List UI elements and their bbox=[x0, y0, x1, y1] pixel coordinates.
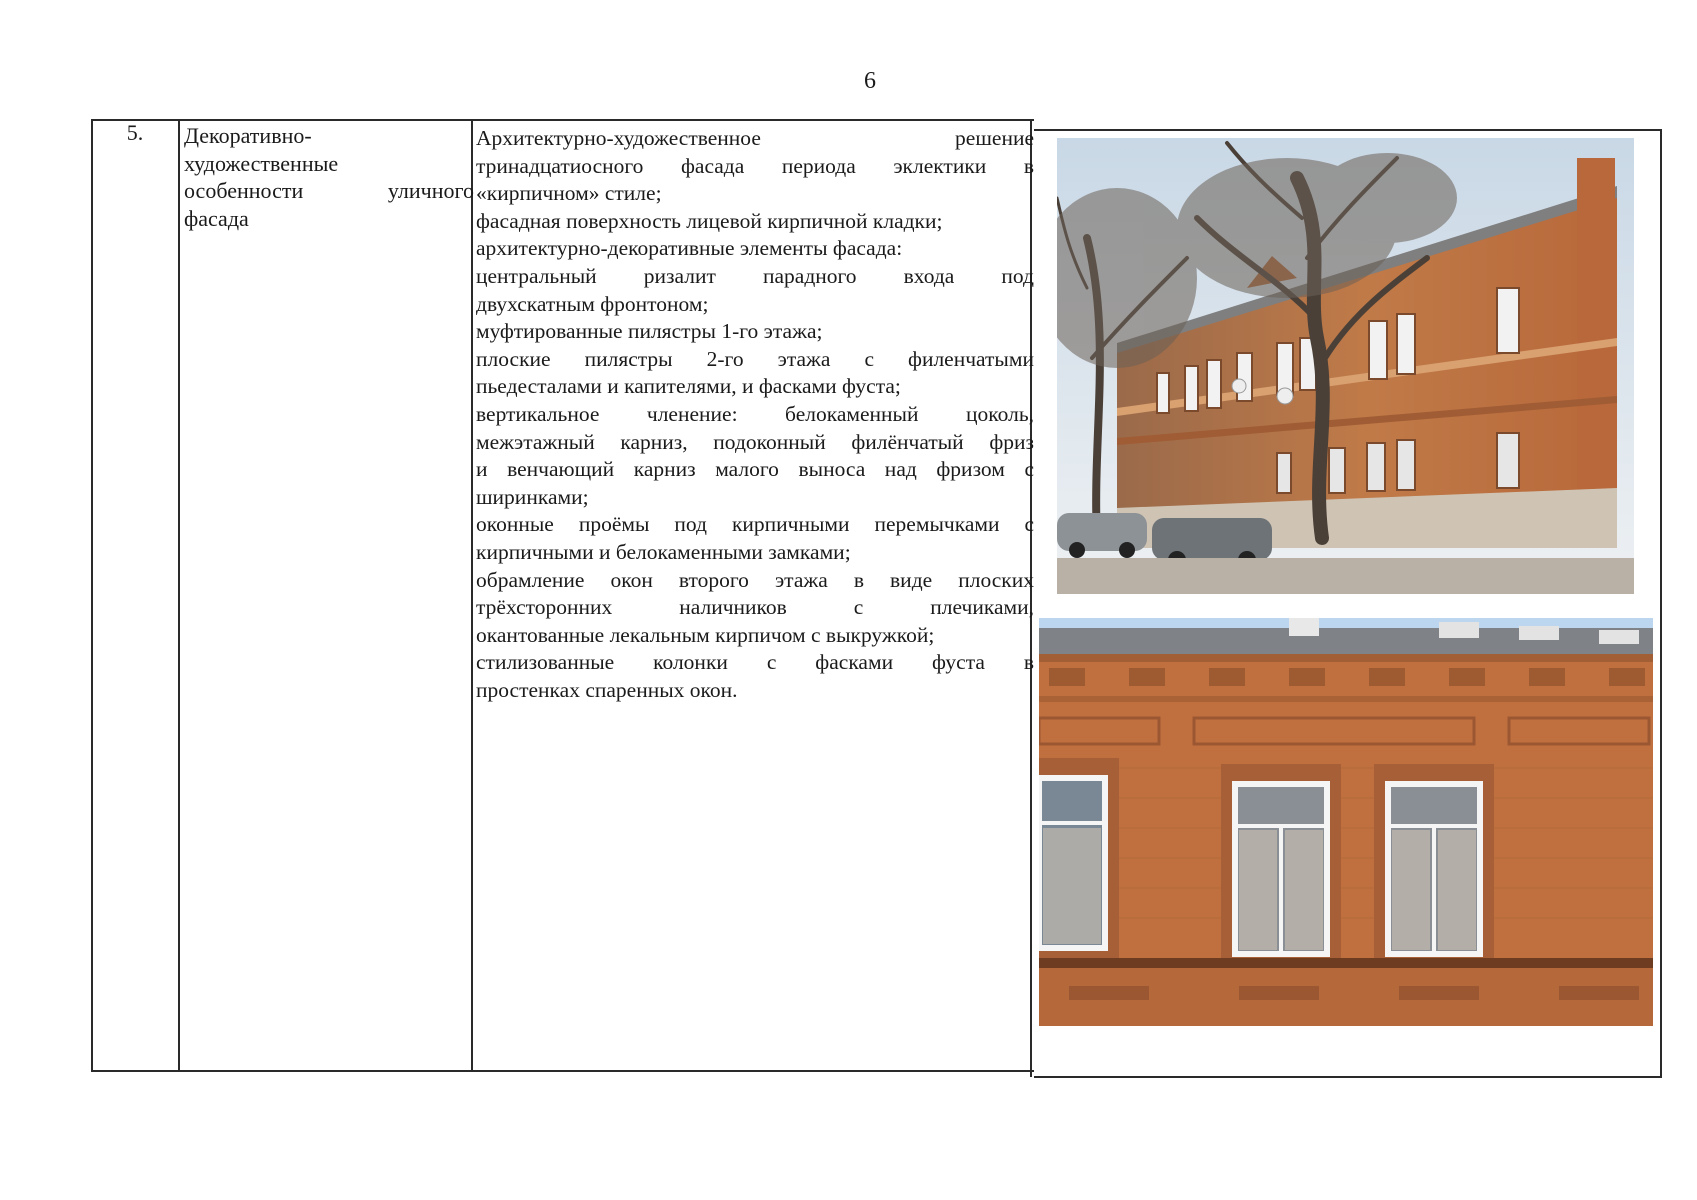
description-line: пьедесталами и капителями, и фасками фуста; bbox=[476, 374, 901, 399]
element-name-line: Декоративно- bbox=[184, 123, 312, 148]
description-line: окантованные лекальным кирпичом с выкружкой; bbox=[476, 622, 935, 647]
description-line: тринадцатиосного фасада периода эклектики в bbox=[476, 153, 1034, 178]
description-line: стилизованные колонки с фасками фуста в bbox=[476, 650, 1034, 675]
description-line: Архитектурно-художественное решение bbox=[476, 126, 1034, 150]
table-border-top bbox=[91, 119, 1034, 121]
description-line: вертикальное членение: белокаменный цоколь, bbox=[476, 401, 1034, 426]
element-name bbox=[184, 122, 474, 232]
column-divider-2 bbox=[471, 119, 473, 1071]
description-line: и венчающий карниз малого выноса над фризом с bbox=[476, 457, 1034, 482]
table-border-left bbox=[91, 119, 93, 1071]
description-line: простенках спаренных окон. bbox=[476, 677, 738, 702]
element-description bbox=[476, 125, 1034, 704]
building-photo-windows-detail bbox=[1039, 618, 1653, 1026]
description-line: центральный ризалит парадного входа под bbox=[476, 263, 1034, 288]
row-number: 5. bbox=[126, 120, 144, 145]
description-line: оконные проёмы под кирпичными перемычками с bbox=[476, 512, 1034, 537]
description-line: кирпичными и белокаменными замками; bbox=[476, 539, 851, 564]
description-line: «кирпичном» стиле; bbox=[476, 181, 662, 206]
table-border-right bbox=[1660, 129, 1662, 1077]
description-line: муфтированные пилястры 1-го этажа; bbox=[476, 319, 823, 344]
element-name-line: фасада bbox=[184, 205, 249, 231]
element-name-line: художественные bbox=[184, 150, 339, 176]
page-number: 6 bbox=[864, 68, 876, 94]
description-line: двухскатным фронтоном; bbox=[476, 291, 709, 316]
description-line: ширинками; bbox=[476, 484, 589, 509]
column-divider-1 bbox=[178, 119, 180, 1071]
description-line: плоские пилястры 2-го этажа с филенчатыми bbox=[476, 346, 1034, 371]
description-line: архитектурно-декоративные элементы фасада: bbox=[476, 236, 903, 261]
table-border-bottom-right bbox=[1034, 1076, 1662, 1078]
element-name-line: особенности уличного bbox=[184, 178, 474, 203]
table-border-bottom bbox=[91, 1070, 1034, 1072]
description-line: межэтажный карниз, подоконный филёнчатый фриз bbox=[476, 429, 1034, 454]
table-border-top-right bbox=[1034, 129, 1662, 131]
description-line: фасадная поверхность лицевой кирпичной кладки; bbox=[476, 208, 943, 233]
description-line: обрамление окон второго этажа в виде плоских bbox=[476, 567, 1034, 592]
building-photo-facade bbox=[1057, 138, 1634, 594]
description-line: трёхсторонних наличников с плечиками, bbox=[476, 595, 1034, 620]
